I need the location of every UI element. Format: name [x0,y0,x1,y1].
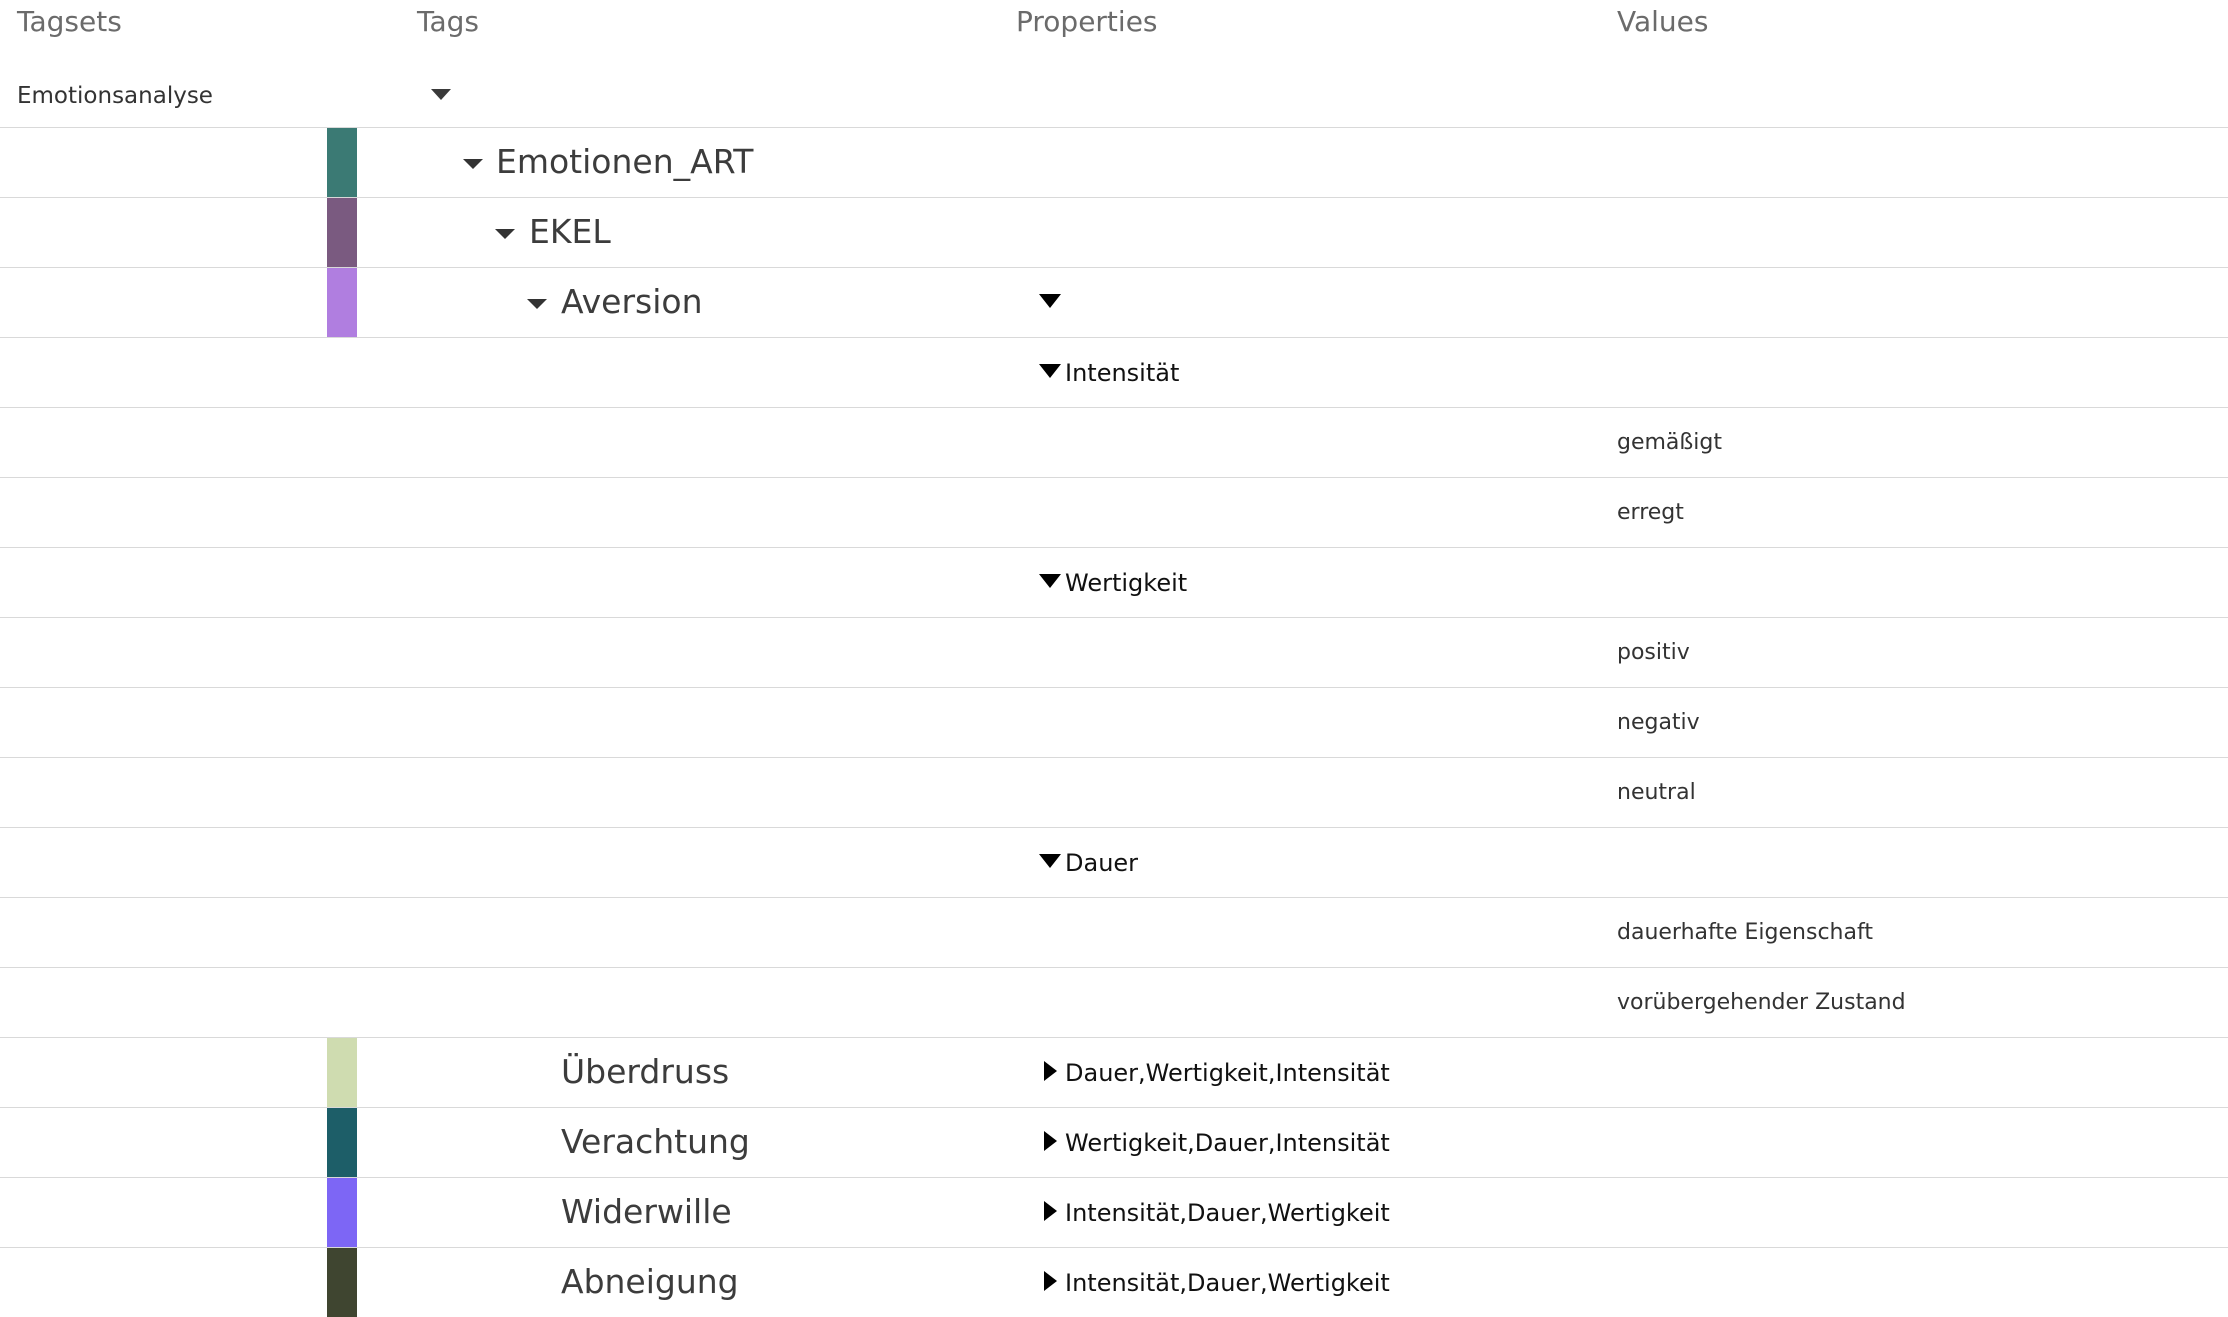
property-summary: Intensität,Dauer,Wertigkeit [1065,1199,1390,1227]
tag-row-widerwille[interactable] [0,1177,2228,1247]
property-row-dauer[interactable] [0,827,2228,897]
tag-color-swatch [327,1038,357,1107]
value-row [0,757,2228,827]
caret-right-icon[interactable] [1044,1061,1057,1081]
property-summary: Intensität,Dauer,Wertigkeit [1065,1269,1390,1297]
tag-row-abneigung[interactable] [0,1247,2228,1317]
property-row-wertigkeit[interactable] [0,547,2228,617]
tag-color-swatch [327,128,357,197]
tag-color-swatch [327,1178,357,1247]
caret-down-icon[interactable] [431,89,451,100]
value-label: gemäßigt [1617,430,1722,455]
property-label: Wertigkeit [1065,569,1188,597]
caret-right-icon[interactable] [1044,1131,1057,1151]
value-row [0,617,2228,687]
caret-down-icon[interactable] [495,229,515,239]
value-row [0,407,2228,477]
tag-label: Verachtung [561,1122,750,1161]
column-header-tagsets: Tagsets [17,5,122,38]
tag-label: EKEL [529,212,611,251]
column-header-tags: Tags [417,5,479,38]
tagset-name[interactable]: Emotionsanalyse [17,83,213,109]
tag-row-verachtung[interactable] [0,1107,2228,1177]
caret-down-icon[interactable] [527,299,547,309]
tag-label: Abneigung [561,1262,739,1301]
caret-down-icon[interactable] [1039,294,1061,308]
caret-down-icon[interactable] [1039,574,1061,588]
tag-row-emotionen-art[interactable] [0,127,2228,197]
tag-label: Widerwille [561,1192,732,1231]
property-summary: Wertigkeit,Dauer,Intensität [1065,1129,1390,1157]
caret-down-icon[interactable] [1039,854,1061,868]
value-row [0,897,2228,967]
column-header-values: Values [1617,5,1709,38]
caret-right-icon[interactable] [1044,1271,1057,1291]
tag-color-swatch [327,1248,357,1317]
caret-right-icon[interactable] [1044,1201,1057,1221]
tag-label: Überdruss [561,1052,730,1091]
value-label: vorübergehender Zustand [1617,990,1906,1015]
value-label: positiv [1617,640,1690,665]
value-row [0,687,2228,757]
value-label: dauerhafte Eigenschaft [1617,920,1873,945]
value-label: negativ [1617,710,1700,735]
value-row [0,967,2228,1037]
tag-label: Aversion [561,282,703,321]
property-label: Intensität [1065,359,1180,387]
value-row [0,477,2228,547]
tag-color-swatch [327,1108,357,1177]
caret-down-icon[interactable] [1039,364,1061,378]
caret-down-icon[interactable] [463,159,483,169]
tag-label: Emotionen_ART [496,142,754,181]
column-header-properties: Properties [1016,5,1158,38]
property-label: Dauer [1065,849,1139,877]
value-label: erregt [1617,500,1684,525]
property-row-intensitaet[interactable] [0,337,2228,407]
tag-row-aversion[interactable] [0,267,2228,337]
tag-color-swatch [327,198,357,267]
tag-row-ueberdruss[interactable] [0,1037,2228,1107]
tag-color-swatch [327,268,357,337]
tag-row-ekel[interactable] [0,197,2228,267]
property-summary: Dauer,Wertigkeit,Intensität [1065,1059,1390,1087]
value-label: neutral [1617,780,1696,805]
